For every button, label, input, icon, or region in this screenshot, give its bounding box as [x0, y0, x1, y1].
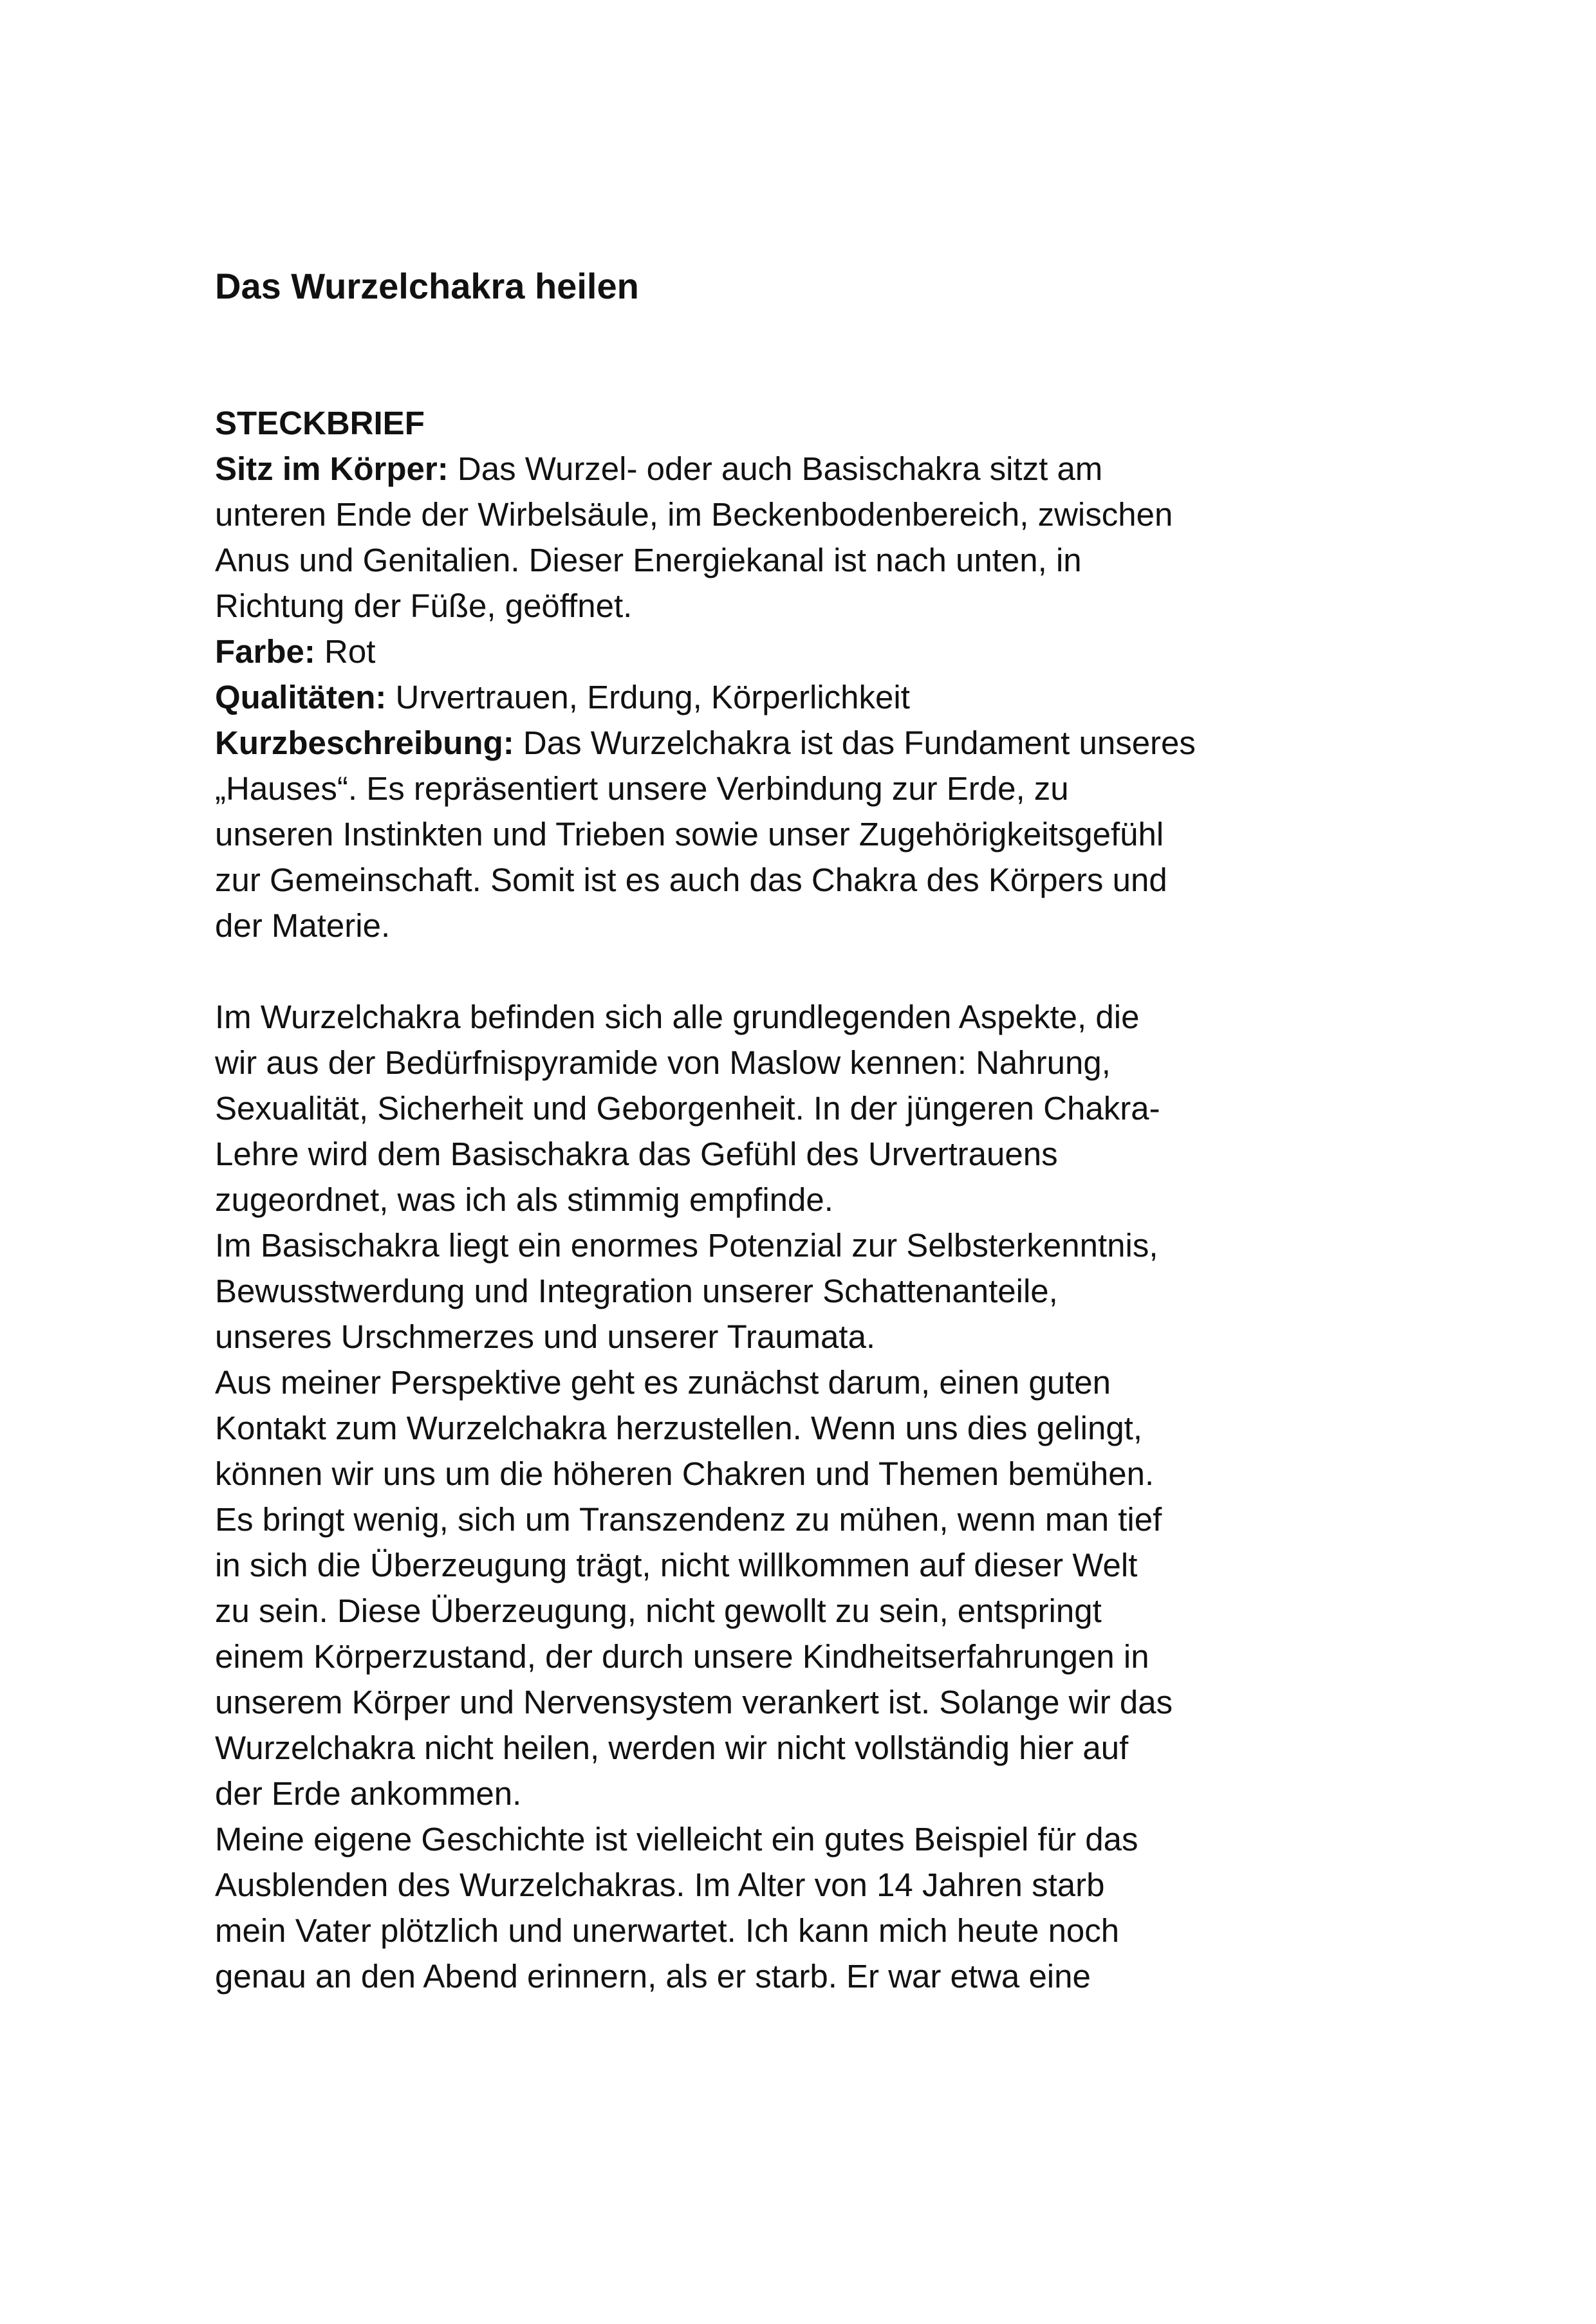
kurz-line-4: zur Gemeinschaft. Somit ist es auch das Chakra des Körpers und [215, 862, 1167, 898]
para-line-4: Lehre wird dem Basischakra das Gefühl des Urvertrauens [215, 1136, 1058, 1172]
para-line-6: Im Basischakra liegt ein enormes Potenzial zur Selbsterkenntnis, [215, 1227, 1158, 1264]
para-line-22: genau an den Abend erinnern, als er starb. Er war etwa eine [215, 1958, 1091, 1995]
sitz-text-1: Das Wurzel- oder auch Basischakra sitzt am [448, 450, 1103, 487]
kurz-label: Kurzbeschreibung: [215, 724, 514, 761]
farbe-label: Farbe: [215, 633, 315, 670]
sitz-label: Sitz im Körper: [215, 450, 449, 487]
para-line-3: Sexualität, Sicherheit und Geborgenheit. In der jüngeren Chakra- [215, 1090, 1160, 1127]
para-line-13: in sich die Überzeugung trägt, nicht willkommen auf dieser Welt [215, 1547, 1138, 1583]
para-line-19: Meine eigene Geschichte ist vielleicht ein gutes Beispiel für das [215, 1821, 1138, 1858]
para-line-17: Wurzelchakra nicht heilen, werden wir nicht vollständig hier auf [215, 1729, 1129, 1766]
kurz-text-1: Das Wurzelchakra ist das Fundament unseres [514, 724, 1196, 761]
qualitaeten-value: Urvertrauen, Erdung, Körperlichkeit [386, 679, 910, 715]
para-line-14: zu sein. Diese Überzeugung, nicht gewollt zu sein, entspringt [215, 1592, 1102, 1629]
para-line-21: mein Vater plötzlich und unerwartet. Ich kann mich heute noch [215, 1912, 1120, 1949]
document-title: Das Wurzelchakra heilen [215, 266, 639, 306]
kurz-line-2: „Hauses“. Es repräsentiert unsere Verbindung zur Erde, zu [215, 770, 1069, 807]
para-line-8: unseres Urschmerzes und unserer Traumata. [215, 1318, 876, 1355]
para-line-7: Bewusstwerdung und Integration unserer Schattenanteile, [215, 1273, 1058, 1309]
qualitaeten-label: Qualitäten: [215, 679, 387, 715]
para-line-10: Kontakt zum Wurzelchakra herzustellen. Wenn uns dies gelingt, [215, 1410, 1143, 1446]
farbe-line [215, 629, 1196, 674]
para-line-9: Aus meiner Perspektive geht es zunächst darum, einen guten [215, 1364, 1111, 1401]
kurz-line-5: der Materie. [215, 907, 391, 944]
kurz-line-1 [215, 720, 1196, 766]
qualitaeten-line [215, 674, 1196, 720]
steckbrief-heading: STECKBRIEF [215, 405, 425, 441]
sitz-line-3: Anus und Genitalien. Dieser Energiekanal ist nach unten, in [215, 542, 1082, 578]
para-line-15: einem Körperzustand, der durch unsere Kindheitserfahrungen in [215, 1638, 1149, 1675]
sitz-line-2: unteren Ende der Wirbelsäule, im Beckenbodenbereich, zwischen [215, 496, 1173, 533]
document-page [215, 0, 1283, 2324]
para-line-20: Ausblenden des Wurzelchakras. Im Alter von 14 Jahren starb [215, 1867, 1105, 1903]
paragraph-gap [215, 948, 1196, 994]
para-line-18: der Erde ankommen. [215, 1775, 522, 1812]
farbe-value: Rot [315, 633, 376, 670]
para-line-16: unserem Körper und Nervensystem verankert ist. Solange wir das [215, 1684, 1173, 1720]
sitz-line-4: Richtung der Füße, geöffnet. [215, 587, 633, 624]
para-line-2: wir aus der Bedürfnispyramide von Maslow kennen: Nahrung, [215, 1044, 1111, 1081]
kurz-line-3: unseren Instinkten und Trieben sowie unser Zugehörigkeitsgefühl [215, 816, 1164, 853]
para-line-5: zugeordnet, was ich als stimmig empfinde. [215, 1181, 833, 1218]
document-body [215, 400, 1196, 1999]
para-line-1: Im Wurzelchakra befinden sich alle grundlegenden Aspekte, die [215, 999, 1140, 1035]
para-line-11: können wir uns um die höheren Chakren und Themen bemühen. [215, 1455, 1155, 1492]
sitz-line-1 [215, 446, 1196, 492]
para-line-12: Es bringt wenig, sich um Transzendenz zu mühen, wenn man tief [215, 1501, 1162, 1538]
